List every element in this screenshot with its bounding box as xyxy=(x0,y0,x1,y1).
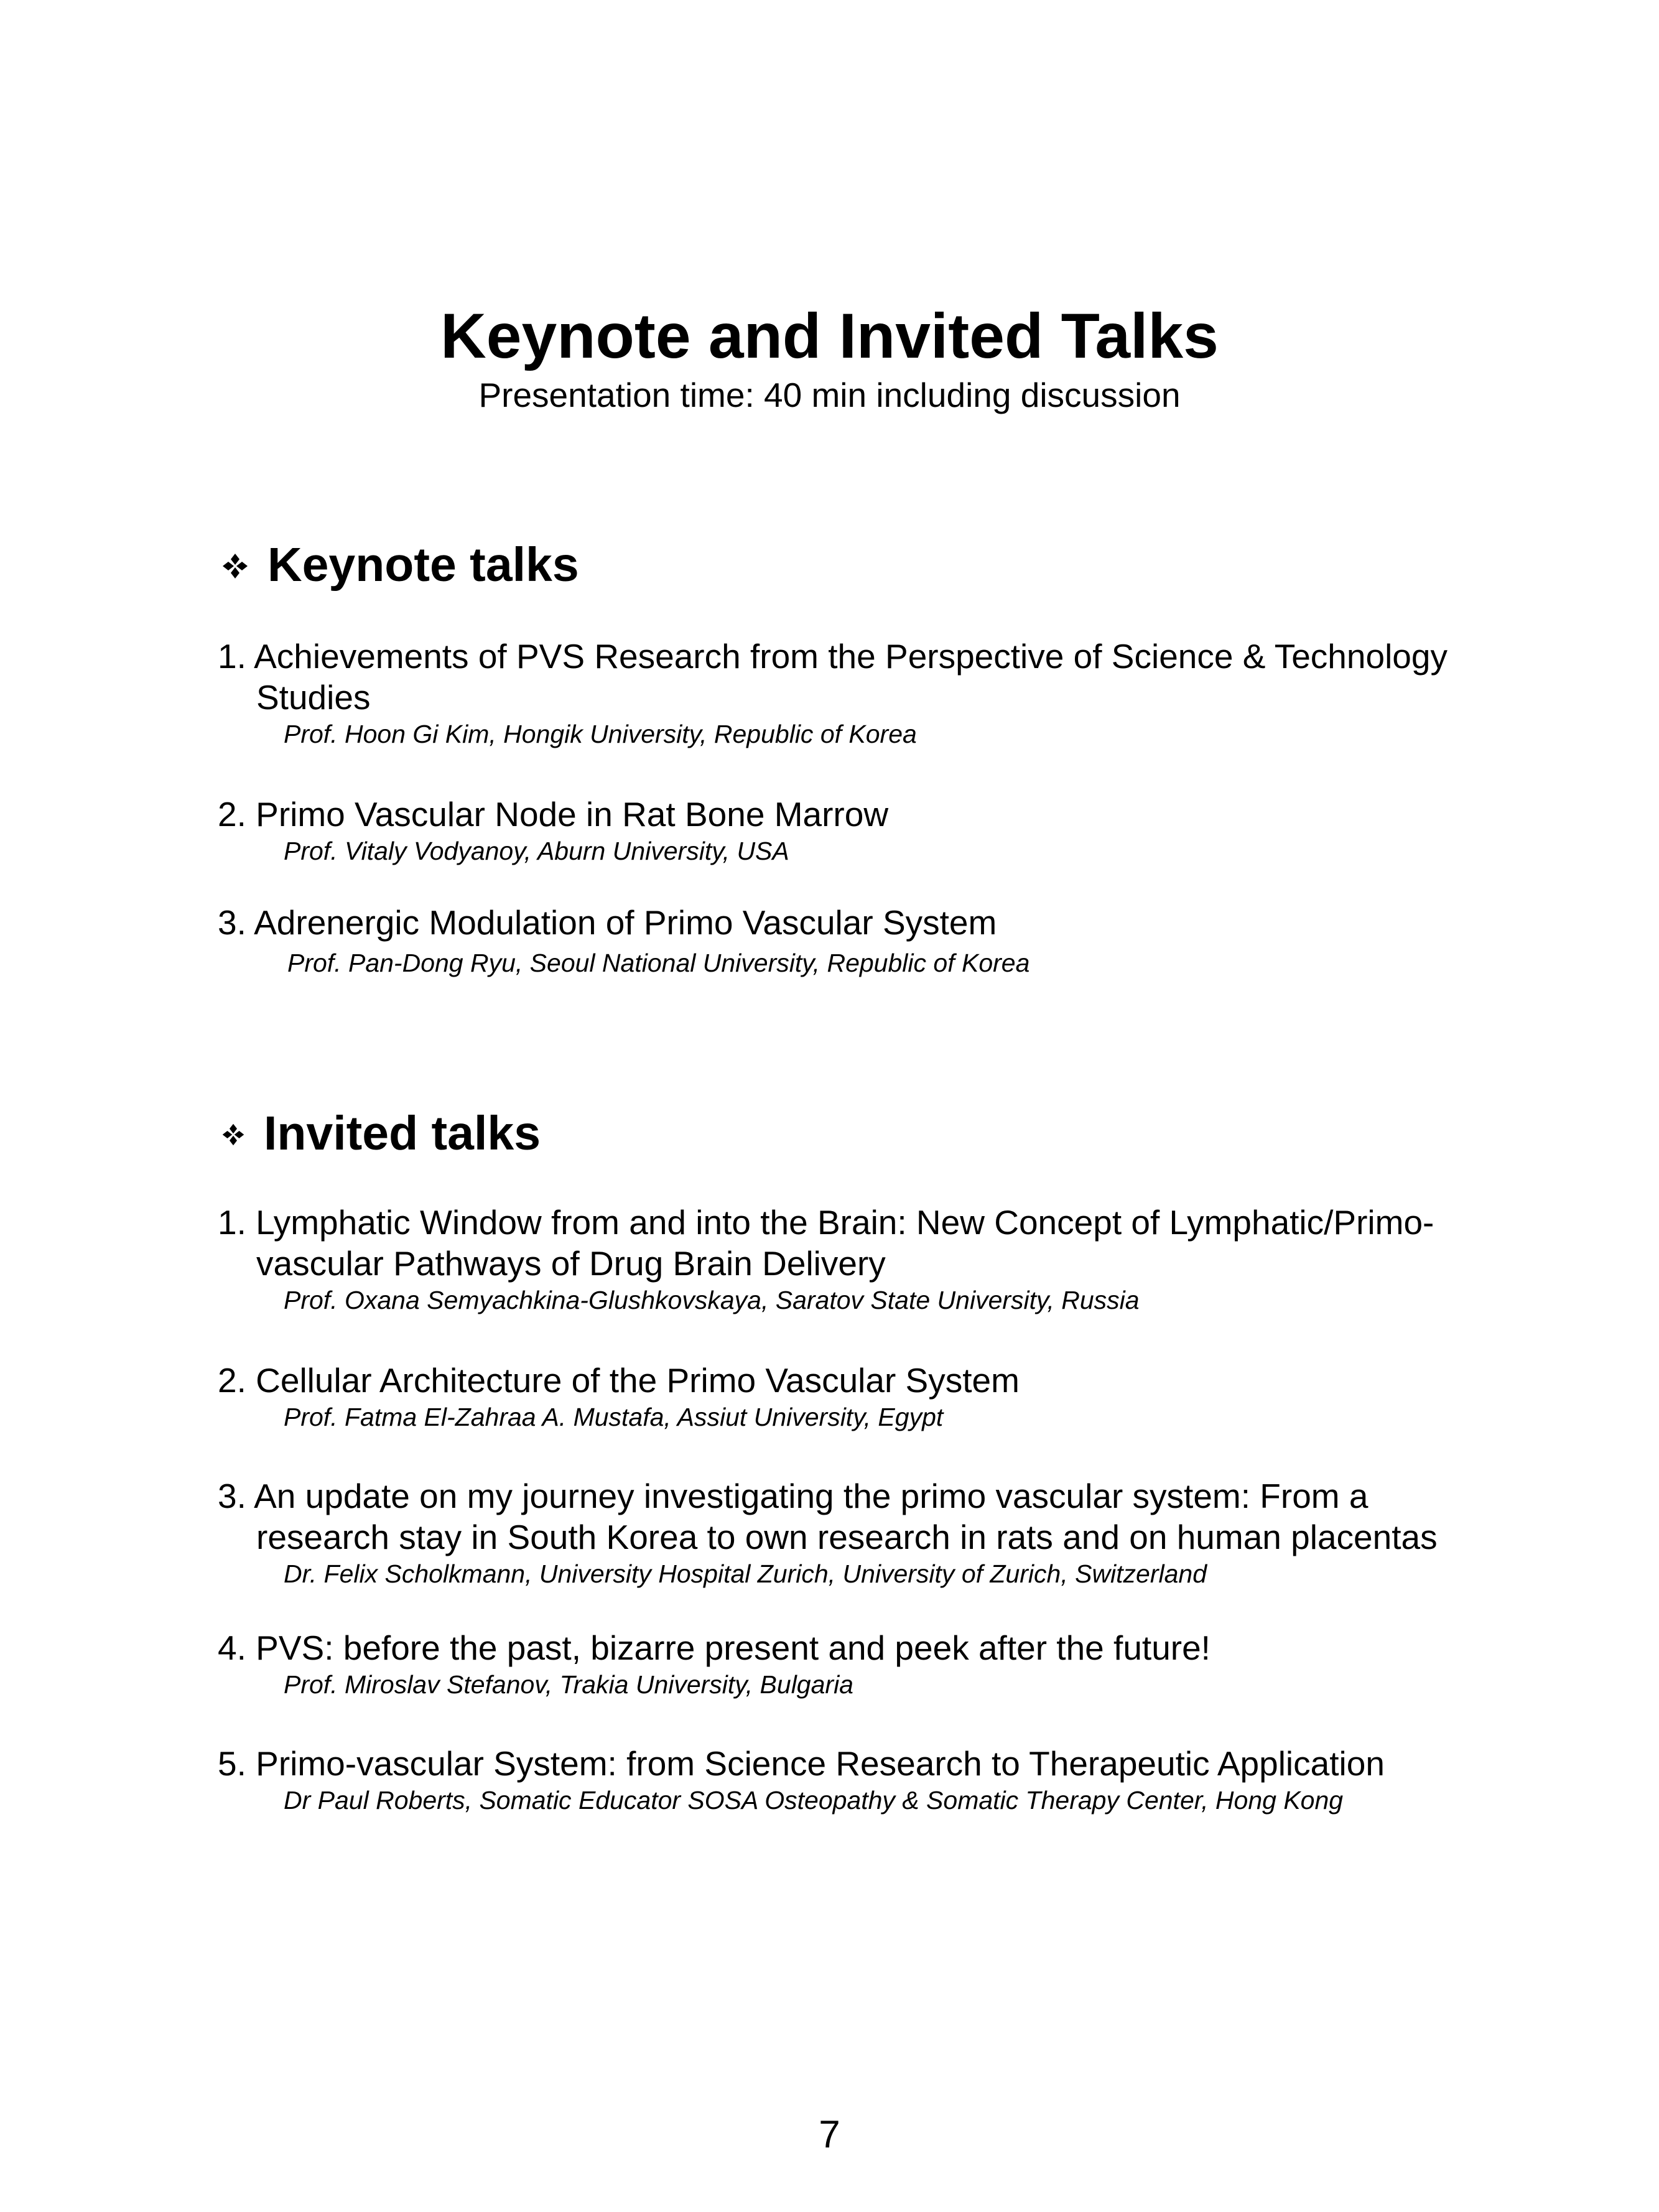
invited-talk-3 xyxy=(218,1475,1487,1590)
invited-heading-label: Invited talks xyxy=(264,1107,541,1160)
page-number: 7 xyxy=(819,2113,840,2156)
page-title: Keynote and Invited Talks xyxy=(440,300,1219,371)
talk-title: 4. PVS: before the past, bizarre present and peek after the future! xyxy=(218,1629,1211,1667)
keynote-section-heading xyxy=(221,536,579,593)
invited-talk-5 xyxy=(218,1743,1487,1816)
keynote-heading-label: Keynote talks xyxy=(267,538,579,592)
talk-title: 1. Lymphatic Window from and into the Brain: New Concept of Lymphatic/Primo-vascular Pathways of Drug Brain Delivery xyxy=(218,1203,1434,1283)
page-subtitle: Presentation time: 40 min including discussion xyxy=(478,376,1181,414)
talk-title: 2. Primo Vascular Node in Rat Bone Marrow xyxy=(218,795,889,834)
talk-speaker: Dr. Felix Scholkmann, University Hospital Zurich, University of Zurich, Switzerland xyxy=(284,1559,1207,1588)
four-diamond-bullet-icon xyxy=(221,552,249,580)
four-diamond-bullet-icon xyxy=(221,1123,245,1146)
talk-title: 1. Achievements of PVS Research from the Perspective of Science & Technology Studies xyxy=(218,637,1448,717)
talk-title: 3. An update on my journey investigating the primo vascular system: From a research stay in South Korea to own research in rats and on human placentas xyxy=(218,1477,1438,1556)
keynote-talk-2 xyxy=(218,794,1487,867)
talk-title: 2. Cellular Architecture of the Primo Vascular System xyxy=(218,1361,1020,1400)
talk-speaker: Prof. Vitaly Vodyanoy, Aburn University, USA xyxy=(284,837,789,865)
keynote-talk-1 xyxy=(218,636,1487,750)
invited-section-heading xyxy=(221,1105,541,1162)
invited-talk-2 xyxy=(218,1360,1487,1433)
invited-talk-4 xyxy=(218,1627,1487,1701)
talk-speaker: Prof. Oxana Semyachkina-Glushkovskaya, Saratov State University, Russia xyxy=(284,1286,1140,1314)
keynote-talk-3 xyxy=(218,902,1487,979)
talk-title: 5. Primo-vascular System: from Science Research to Therapeutic Application xyxy=(218,1744,1385,1783)
invited-talk-1 xyxy=(218,1202,1487,1316)
talk-title: 3. Adrenergic Modulation of Primo Vascular System xyxy=(218,903,997,942)
talk-speaker: Dr Paul Roberts, Somatic Educator SOSA Osteopathy & Somatic Therapy Center, Hong Kong xyxy=(284,1786,1344,1815)
talk-speaker: Prof. Miroslav Stefanov, Trakia University, Bulgaria xyxy=(284,1670,853,1699)
talk-speaker: Prof. Hoon Gi Kim, Hongik University, Republic of Korea xyxy=(284,720,917,748)
talk-speaker: Prof. Fatma El-Zahraa A. Mustafa, Assiut University, Egypt xyxy=(284,1403,944,1431)
talk-speaker: Prof. Pan-Dong Ryu, Seoul National University, Republic of Korea xyxy=(287,949,1030,977)
